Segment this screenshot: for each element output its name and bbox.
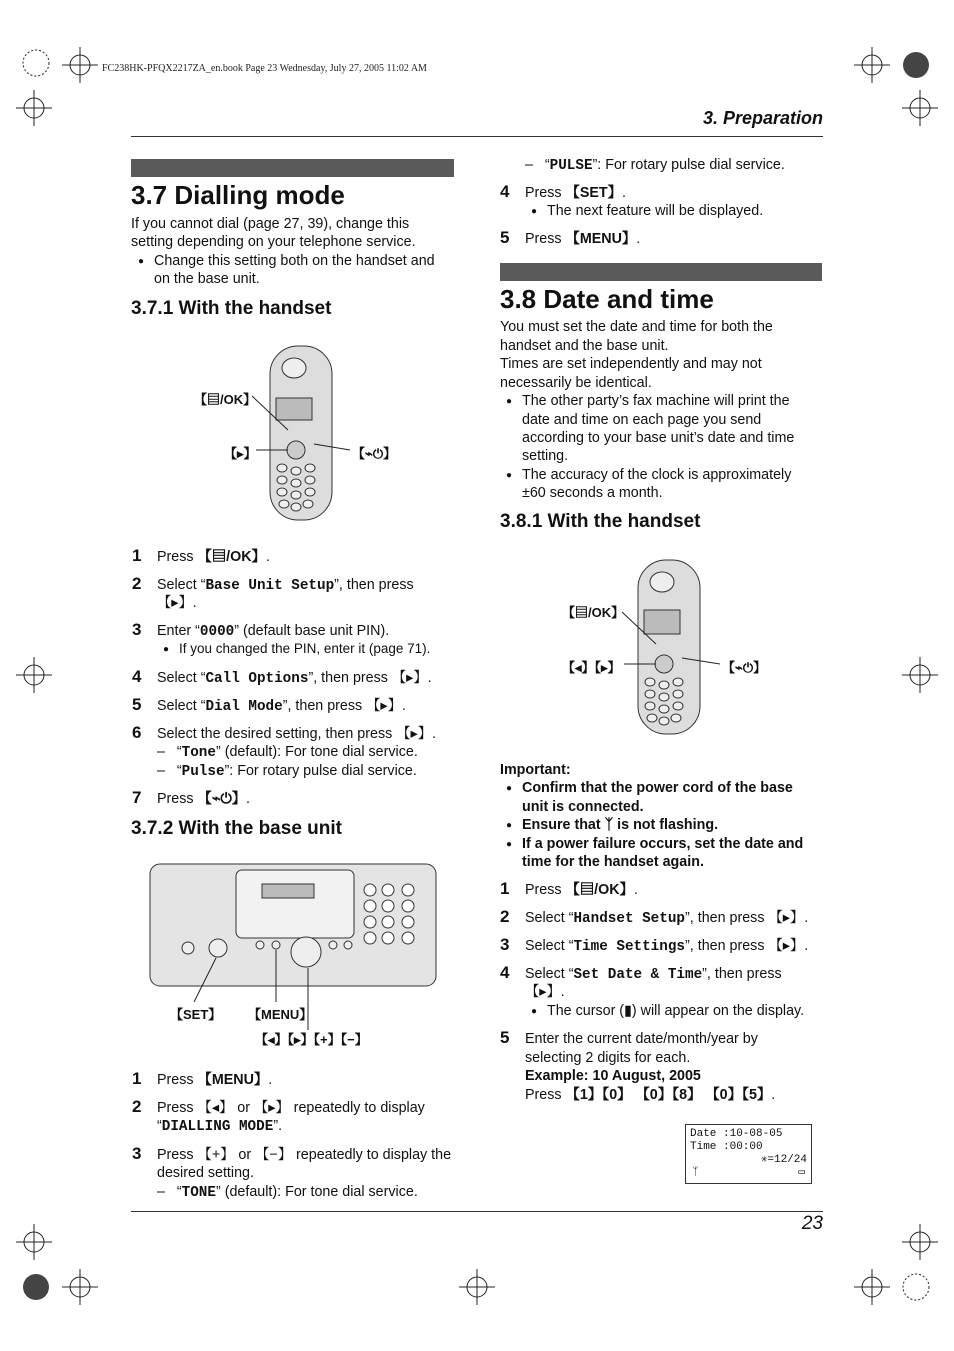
step-text: Select the desired setting, then press 【▸】. xyxy=(157,726,436,742)
dash-item: – “Tone” (default): For tone dial service. xyxy=(157,744,418,761)
intro-line: If you cannot dial (page 27, 39), change this xyxy=(131,216,410,232)
section-bar xyxy=(131,159,454,177)
important-item: ● If a power failure occurs, set the date and xyxy=(522,835,803,854)
step-text: Select “Handset Setup”, then press 【▸】. xyxy=(525,910,809,927)
page-number: 23 xyxy=(801,1213,823,1234)
battery-icon: ▭ xyxy=(798,1167,805,1179)
label-right-key: 【▸】 xyxy=(224,446,257,461)
bullet-item: ● Change this setting both on the handset and xyxy=(154,252,435,271)
bullet-continuation: on the base unit. xyxy=(154,271,260,287)
label-nav-keys: 【◂】【▸】【+】【−】 xyxy=(255,1032,368,1047)
bullet-continuation: ±60 seconds a month. xyxy=(522,485,663,501)
header-section: 3. Preparation xyxy=(702,108,823,128)
step-text: Press 【MENU】. xyxy=(525,231,641,247)
step-number: 6 xyxy=(132,723,142,742)
step-text: Press 【+】 or 【−】 repeatedly to display the xyxy=(157,1147,452,1163)
step-number: 1 xyxy=(132,546,142,565)
section-bar xyxy=(500,263,822,281)
bullet-continuation: date and time on each page you send xyxy=(522,412,762,428)
footer-rule xyxy=(131,1211,823,1212)
step-text: Press 【⌁⏻】. xyxy=(157,791,251,807)
step-text: Press 【1】【0】 【0】【8】 【0】【5】. xyxy=(525,1087,776,1103)
subsection-title-3-8-1: 3.8.1 With the handset xyxy=(500,511,701,532)
crosshair-mark-r3 xyxy=(902,1224,938,1260)
crosshair-mark-mr xyxy=(902,657,938,693)
step-text: Press 【SET】. xyxy=(525,185,626,201)
step-text: Enter the current date/month/year by xyxy=(525,1031,758,1047)
step-text: Select “Base Unit Setup”, then press xyxy=(157,577,414,594)
intro-line: setting depending on your telephone service. xyxy=(131,234,416,250)
important-continuation: unit is connected. xyxy=(522,799,644,815)
handset-illustration xyxy=(560,556,790,741)
step-number: 3 xyxy=(500,935,510,954)
label-menu-key: 【MENU】 xyxy=(248,1007,313,1022)
crosshair-mark-ml xyxy=(16,657,52,693)
dash-item: – “PULSE”: For rotary pulse dial service. xyxy=(525,157,785,174)
step-text: Select “Set Date & Time”, then press xyxy=(525,966,782,983)
lcd-display xyxy=(685,1124,812,1184)
step-text: Press 【◂】 or 【▸】 repeatedly to display xyxy=(157,1100,425,1116)
label-menu-ok: 【▤/OK】 xyxy=(562,605,625,620)
step-text: Select “Dial Mode”, then press 【▸】. xyxy=(157,698,406,715)
crosshair-mark-bl xyxy=(62,1269,98,1305)
section-title-3-7: 3.7 Dialling mode xyxy=(131,180,345,210)
step-number: 5 xyxy=(500,1028,510,1047)
label-off-key: 【⌁⏻】 xyxy=(722,660,767,675)
step-text: Enter “0000” (default base unit PIN). xyxy=(157,623,390,640)
step-text: “DIALLING MODE”. xyxy=(157,1118,283,1135)
step-text: Press 【▤/OK】. xyxy=(525,882,638,898)
label-set-key: 【SET】 xyxy=(170,1007,222,1022)
important-item: ● Confirm that the power cord of the base xyxy=(522,779,793,798)
step-number: 2 xyxy=(132,574,142,593)
dash-item: – “TONE” (default): For tone dial service. xyxy=(157,1184,418,1201)
header-rule xyxy=(131,136,823,137)
subsection-title-3-7-1: 3.7.1 With the handset xyxy=(131,298,332,319)
book-meta: FC238HK-PFQX2217ZA_en.book Page 23 Wednesday, July 27, 2005 11:02 AM xyxy=(102,63,427,74)
lcd-time-line: Time :00:00 xyxy=(690,1141,763,1153)
label-nav-keys: 【◂】【▸】 xyxy=(562,660,621,675)
bullet-item: ● The accuracy of the clock is approximately xyxy=(522,466,791,485)
step-text: Select “Call Options”, then press 【▸】. xyxy=(157,670,432,687)
example-text: Example: 10 August, 2005 xyxy=(525,1068,701,1084)
bullet-item: ● The other party’s fax machine will print the xyxy=(522,392,790,411)
antenna-icon: ᛉ xyxy=(692,1167,699,1179)
star-mark-br xyxy=(903,1274,929,1300)
bullet-continuation: according to your base unit’s date and time xyxy=(522,430,795,446)
paragraph-line: handset and the base unit. xyxy=(500,338,669,354)
step-text: desired setting. xyxy=(157,1165,254,1181)
step-number: 4 xyxy=(500,963,510,982)
star-mark-tl xyxy=(23,50,49,76)
step-number: 2 xyxy=(132,1097,142,1116)
step-number: 4 xyxy=(132,667,142,686)
dash-item: – “Pulse”: For rotary pulse dial service. xyxy=(157,763,417,780)
step-bullet: ● If you changed the PIN, enter it (page 71). xyxy=(179,640,430,659)
step-text: selecting 2 digits for each. xyxy=(525,1050,691,1066)
paragraph-line: You must set the date and time for both the xyxy=(500,319,773,335)
label-off-key: 【⌁⏻】 xyxy=(352,446,397,461)
step-text: 【▸】. xyxy=(157,595,197,611)
important-continuation: time for the handset again. xyxy=(522,854,704,870)
step-number: 3 xyxy=(132,620,142,639)
step-number: 7 xyxy=(132,788,142,807)
step-number: 5 xyxy=(132,695,142,714)
important-item: ● Ensure that ᛉ is not flashing. xyxy=(522,816,718,835)
crosshair-mark-r2 xyxy=(902,90,938,126)
crosshair-mark-br xyxy=(854,1269,890,1305)
step-text: Select “Time Settings”, then press 【▸】. xyxy=(525,938,809,955)
lcd-format-line: ✳=12/24 xyxy=(760,1154,807,1166)
important-label: Important: xyxy=(500,762,571,778)
step-bullet: ● The next feature will be displayed. xyxy=(547,202,763,221)
crosshair-mark-l2 xyxy=(16,90,52,126)
crosshair-mark-tr xyxy=(854,47,890,83)
step-number: 3 xyxy=(132,1144,142,1163)
step-text: 【▸】. xyxy=(525,984,565,1000)
subsection-title-3-7-2: 3.7.2 With the base unit xyxy=(131,818,342,839)
paragraph-line: necessarily be identical. xyxy=(500,375,652,391)
step-text: Press 【MENU】. xyxy=(157,1072,273,1088)
step-number: 1 xyxy=(132,1069,142,1088)
lcd-date-line: Date :10-08-05 xyxy=(690,1128,783,1140)
step-number: 1 xyxy=(500,879,510,898)
bullet-continuation: setting. xyxy=(522,448,569,464)
section-title-3-8: 3.8 Date and time xyxy=(500,284,714,314)
step-bullet: ● The cursor (▮) will appear on the display. xyxy=(547,1002,804,1021)
label-menu-ok: 【▤/OK】 xyxy=(194,392,257,407)
step-text: Press 【▤/OK】. xyxy=(157,549,270,565)
crosshair-mark-l3 xyxy=(16,1224,52,1260)
handset-illustration xyxy=(190,340,410,525)
step-number: 4 xyxy=(500,182,510,201)
crosshair-mark-tl xyxy=(62,47,98,83)
paragraph-line: Times are set independently and may not xyxy=(500,356,762,372)
step-number: 5 xyxy=(500,228,510,247)
step-number: 2 xyxy=(500,907,510,926)
crosshair-mark-bc xyxy=(459,1269,495,1305)
